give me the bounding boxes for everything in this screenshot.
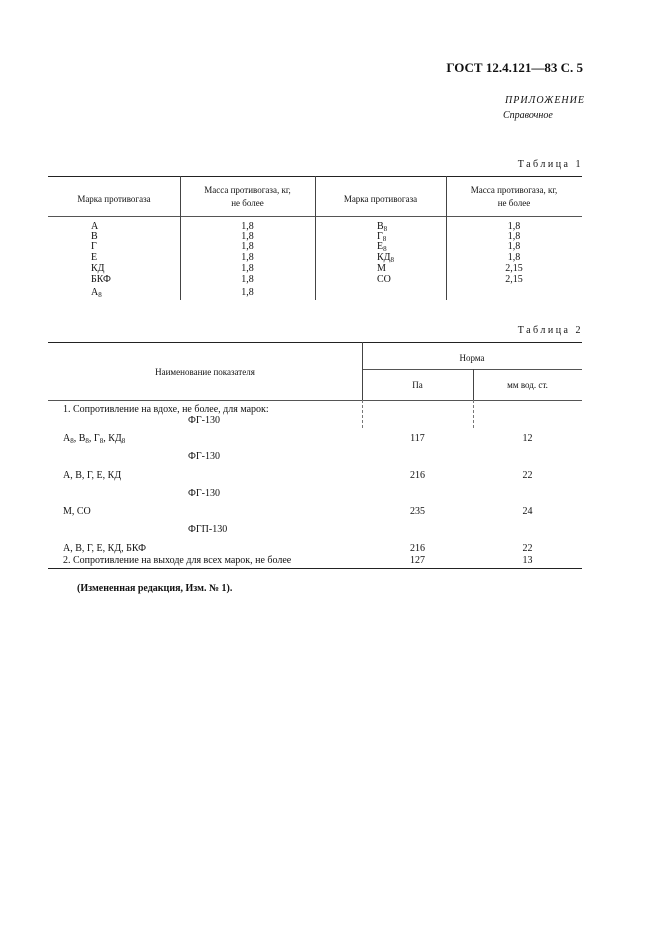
table2-row-label: А, В, Г, Е, КД, БКФ — [63, 543, 147, 554]
table1-left-mass: 1,8 — [241, 274, 254, 285]
table2-bottom-border — [48, 568, 582, 569]
table2-row-pa: 127 — [410, 555, 425, 566]
table1-right-mass: 2,15 — [505, 263, 523, 274]
table2-body-divider-2 — [473, 400, 474, 428]
table1-header-mark-2: Марка противогаза — [343, 194, 418, 204]
table2-body-divider-1 — [362, 400, 363, 428]
table2-header-border — [48, 400, 582, 401]
table1-left-mass: 1,8 — [241, 241, 254, 252]
table2-row-pa: 216 — [410, 470, 425, 481]
table1-right-mark: $В_8$ — [377, 221, 388, 233]
table1-left-mark: КД — [91, 263, 105, 274]
table1-right-mark: $Е_8$ — [377, 241, 387, 253]
amendment-note: (Измененная редакция, Изм. № 1). — [77, 583, 233, 594]
appendix-label: ПРИЛОЖЕНИЕ — [505, 95, 585, 106]
table1-right-mass: 1,8 — [507, 231, 521, 242]
table2-header-mm: мм вод. ст. — [507, 380, 548, 390]
table2-subhead-fg: ФГ-130 — [188, 488, 221, 499]
table2-divider-main — [362, 342, 363, 400]
table1-left-mark: $А_8$ — [91, 287, 102, 299]
table2-header-pa: Па — [412, 380, 423, 390]
table1-right-mass: 2,15 — [505, 274, 523, 285]
table1-right-mark: $Г_8$ — [377, 231, 387, 243]
table1-header-mass-line2: не более — [231, 198, 264, 208]
table1-left-mass: 1,8 — [241, 287, 254, 298]
table1-left-mark: А — [91, 221, 99, 232]
table2-top-border — [48, 342, 582, 343]
table1-left-mark: Е — [91, 252, 98, 263]
table1-right-mark: $КД_8$ — [377, 252, 394, 264]
table1-right-mark: СО — [377, 274, 391, 285]
table2-row-mm: 22 — [522, 470, 533, 481]
table1-left-mass: 1,8 — [241, 252, 254, 263]
table2-row-label: $А_8$, $В_8$, $Г_8$, $КД_8$ — [63, 433, 126, 445]
table2-row-mm: 24 — [522, 506, 533, 517]
table2-subhead-fg: ФГ-130 — [188, 415, 221, 426]
table1-header-mark: Марка противогаза — [77, 194, 151, 204]
table1-right-mark: М — [377, 263, 386, 274]
table2-row-label: 2. Сопротивление на выходе для всех марок, не более — [63, 555, 292, 566]
table2-row-mm: 13 — [522, 555, 533, 566]
table2-row-pa: 235 — [410, 506, 425, 517]
table2-row-mm: 22 — [522, 543, 533, 554]
table2-subhead-fgp: ФГП-130 — [188, 524, 228, 535]
table2-row-label: М, СО — [63, 506, 91, 517]
table2-header-norm: Норма — [459, 353, 485, 363]
table1-left-mark: В — [91, 231, 98, 242]
table1-left-mark: БКФ — [91, 274, 111, 285]
table1-right-mass: 1,8 — [507, 221, 521, 232]
appendix-type: Справочное — [503, 110, 553, 121]
table2-row-mm: 12 — [522, 433, 533, 444]
table1-header-mass-2-line1: Масса противогаза, кг, — [470, 185, 558, 195]
table1-caption: Таблица 1 — [517, 159, 583, 170]
table2-norm-split — [362, 369, 582, 370]
table2-row-pa: 117 — [410, 433, 425, 444]
table1-right-mass: 1,8 — [507, 252, 521, 263]
table1-header-mass-line1: Масса противогаза, кг, — [204, 185, 291, 195]
document-reference: ГОСТ 12.4.121—83 С. 5 — [446, 60, 583, 75]
table1-right-mass: 1,8 — [507, 241, 521, 252]
table2-subhead-fg: ФГ-130 — [188, 451, 221, 462]
table1-left-mass: 1,8 — [241, 221, 254, 232]
table2-header-name: Наименование показателя — [155, 367, 255, 377]
table2-row1-title: 1. Сопротивление на вдохе, не более, для марок: — [63, 404, 269, 415]
table1-left-mark: Г — [91, 241, 97, 252]
table1-left-mass: 1,8 — [241, 263, 254, 274]
table1-header-mass-2-line2: не более — [497, 198, 531, 208]
table2-row-pa: 216 — [410, 543, 425, 554]
table1-left-mass: 1,8 — [241, 231, 254, 242]
table2-row-label: А, В, Г, Е, КД — [63, 470, 122, 481]
table2-caption: Таблица 2 — [517, 325, 583, 336]
